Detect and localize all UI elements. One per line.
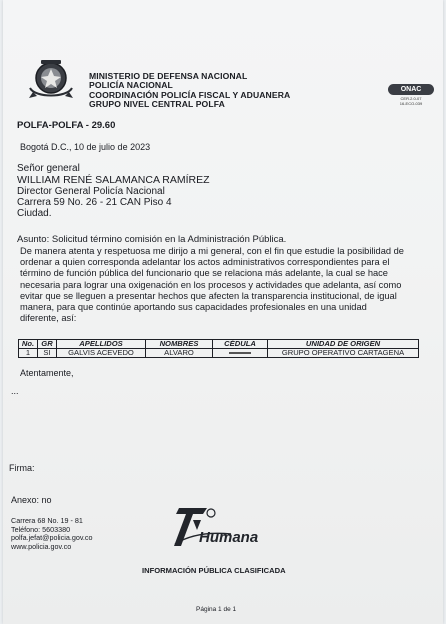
letterhead — [89, 72, 290, 110]
col-header-nombres: NOMBRES — [146, 340, 213, 349]
col-header-apellidos: APELLIDOS — [57, 340, 146, 349]
cell-gr: SI — [38, 349, 57, 358]
body-line: ordenar a quien corresponda adelantar los actos administrativos correspondientes para el — [20, 257, 390, 268]
police-crest-icon — [27, 58, 75, 104]
footer-email: polfa.jefat@policia.gov.co — [11, 533, 93, 543]
cell-unidad: GRUPO OPERATIVO CARTAGENA — [268, 349, 419, 358]
body-line: necesaria para lograr una oxigenación en los procesos y actividades que adelanta, así como — [20, 279, 402, 290]
document-page — [3, 0, 443, 624]
col-header-cedula: CÉDULA — [213, 340, 268, 349]
recipient-address: Carrera 59 No. 26 - 21 CAN Piso 4 — [17, 197, 172, 208]
footer-phone: Teléfono: 5603380 — [11, 524, 71, 534]
personnel-table — [18, 339, 419, 358]
closing: Atentamente, — [20, 368, 74, 378]
subject-line: Asunto: Solicitud término comisión en la Administración Pública. — [17, 234, 287, 245]
letterhead-police: POLICÍA NACIONAL — [89, 80, 173, 91]
recipient-city: Ciudad. — [17, 208, 52, 219]
recipient-title: Director General Policía Nacional — [17, 186, 165, 197]
recipient-name: WILLIAM RENÉ SALAMANCA RAMÍREZ — [17, 174, 210, 186]
col-header-unidad: UNIDAD DE ORIGEN — [268, 340, 419, 349]
onac-certification-badge — [388, 84, 434, 106]
cell-no: 1 — [19, 349, 38, 358]
signature-label: Firma: — [9, 463, 35, 473]
cell-nombres: ALVARO — [146, 349, 213, 358]
document-reference: POLFA-POLFA - 29.60 — [17, 120, 116, 131]
onac-code-2: 16-ECO-039 — [399, 101, 423, 106]
recipient-salutation: Señor general — [17, 163, 80, 174]
body-line: De manera atenta y respetuosa me dirijo a mi general, con el fin que estudie la posibilidad de — [20, 246, 404, 256]
signature-placeholder: ... — [11, 386, 19, 396]
body-line: diferente, así: — [20, 313, 77, 324]
page-number: Página 1 de 1 — [196, 606, 237, 613]
letterhead-group: GRUPO NIVEL CENTRAL POLFA — [89, 99, 225, 110]
table-row — [19, 349, 419, 358]
footer-address: Carrera 68 No. 19 - 81 — [11, 516, 83, 525]
footer-website: www.policia.gov.co — [11, 541, 72, 551]
footer-contact — [11, 517, 92, 551]
body-line: evitar que se lleguen a presentar hechos que afecten la transparencia institucional, de igual — [20, 290, 397, 301]
humana-logo-text: Humana — [199, 529, 259, 546]
col-header-gr: GR — [38, 340, 57, 349]
place-date: Bogotá D.C., 10 de julio de 2023 — [20, 142, 151, 152]
onac-logo: ONAC — [388, 84, 434, 95]
body-line: término de función pública del funcionario que se relaciona más adelante, la cual se hace — [20, 268, 388, 279]
body-line: manera, para que continúe aportando sus capacidades profesionales en una unidad — [20, 302, 367, 313]
body-paragraph — [20, 246, 420, 324]
cell-apellidos: GALVIS ACEVEDO — [57, 349, 146, 358]
col-header-no: No. — [19, 340, 38, 349]
letterhead-coordination: COORDINACIÓN POLICÍA FISCAL Y ADUANERA — [89, 89, 291, 100]
cell-cedula-redacted — [213, 349, 268, 358]
classification-label: INFORMACIÓN PÚBLICA CLASIFICADA — [142, 566, 286, 575]
letterhead-ministry: MINISTERIO DE DEFENSA NACIONAL — [89, 71, 248, 81]
annex-label: Anexo: no — [11, 495, 52, 505]
onac-code-1: CER.2.0-07 — [400, 96, 422, 101]
